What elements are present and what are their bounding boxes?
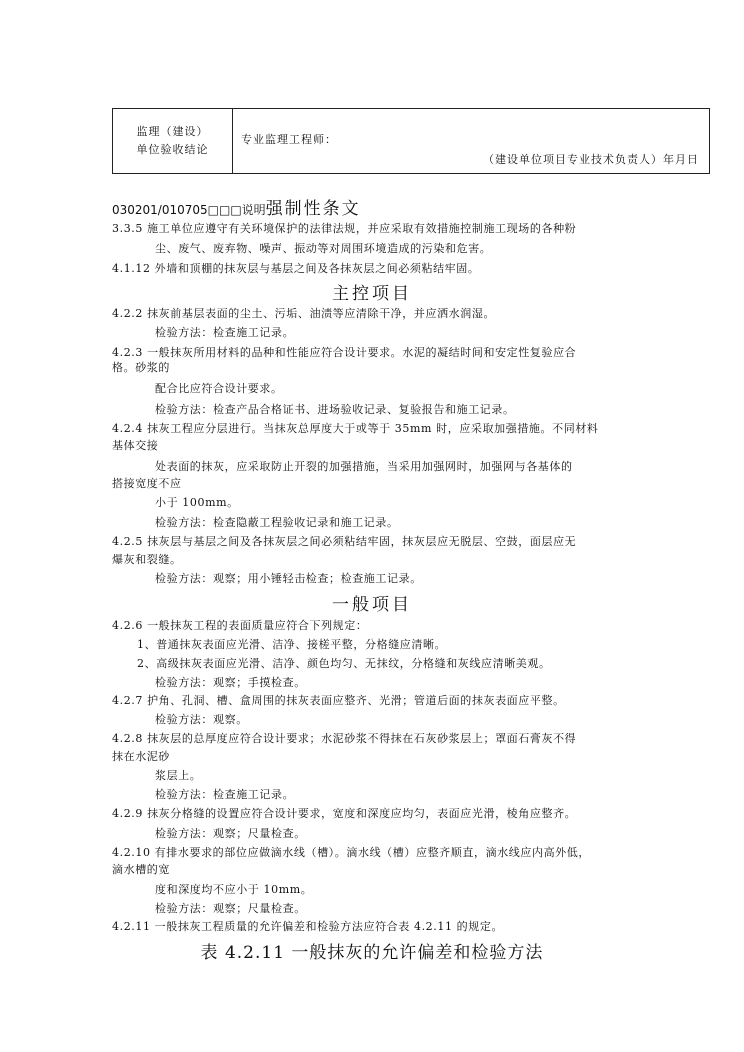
paragraph-line: 格。砂浆的 <box>112 361 170 374</box>
paragraph-line: 4.2.5 抹灰层与基层之间及各抹灰层之间必须粘结牢固，抹灰层应无脱层、空鼓，面层应无 <box>112 535 577 548</box>
paragraph-line: 搭接宽度不应 <box>112 477 182 490</box>
list-item: 2、高级抹灰表面应光滑、洁净、颜色均匀、无抹纹，分格缝和灰线应清晰美观。 <box>137 657 551 670</box>
paragraph-line: 3.3.5 施工单位应遵守有关环境保护的法律法规，并应采取有效措施控制施工现场的各种粉 <box>112 222 577 235</box>
inspection-method: 检验方法：检查隐蔽工程验收记录和施工记录。 <box>155 516 399 529</box>
table-caption: 表 4.2.11 一般抹灰的允许偏差和检验方法 <box>200 943 544 963</box>
inspection-method: 检验方法：观察；尺量检查。 <box>155 827 306 840</box>
paragraph-line: 4.2.7 护角、孔洞、槽、盒周围的抹灰表面应整齐、光滑；管道后面的抹灰表面应平整。 <box>112 694 565 707</box>
paragraph-line: 小于 100mm。 <box>155 496 239 509</box>
paragraph-line: 基体交接 <box>112 439 159 452</box>
paragraph-line: 4.2.8 抹灰层的总厚度应符合设计要求；水泥砂浆不得抹在石灰砂浆层上；罩面石膏灰不得 <box>112 732 577 745</box>
construction-unit-signature: （建设单位项目专业技术负责人）年月日 <box>483 153 699 166</box>
paragraph-line: 4.2.11 一般抹灰工程质量的允许偏差和检验方法应符合表 4.2.11 的规定。 <box>112 920 504 933</box>
inspection-method: 检验方法：观察。 <box>155 713 248 726</box>
paragraph-line: 浆层上。 <box>155 769 202 782</box>
paragraph-line: 爆灰和裂缝。 <box>112 553 182 566</box>
inspection-method: 检验方法：观察；用小锤轻击检查；检查施工记录。 <box>155 572 422 585</box>
inspection-method: 检验方法：检查施工记录。 <box>155 326 295 339</box>
paragraph-line: 4.2.9 抹灰分格缝的设置应符合设计要求，宽度和深度应均匀，表面应光滑，棱角应整齐。 <box>112 807 577 820</box>
mandatory-provisions-title <box>112 194 361 219</box>
paragraph-line: 处表面的抹灰，应采取防止开裂的加强措施，当采用加强网时，加强网与各基体的 <box>155 460 573 473</box>
paragraph-line: 度和深度均不应小于 10mm。 <box>155 883 313 896</box>
paragraph-line: 4.1.12 外墙和顶棚的抹灰层与基层之间及各抹灰层之间必须粘结牢固。 <box>112 262 480 275</box>
acceptance-conclusion-label <box>113 109 233 173</box>
paragraph-line: 4.2.3 一般抹灰所用材料的品种和性能应符合设计要求。水泥的凝结时间和安定性复验应合 <box>112 346 577 359</box>
mandatory-heading: 强制性条文 <box>265 199 361 219</box>
acceptance-signature-table <box>112 108 710 174</box>
list-item: 1、普通抹灰表面应光滑、洁净、接槎平整，分格缝应清晰。 <box>137 638 447 651</box>
inspection-method: 检验方法：观察；尺量检查。 <box>155 902 306 915</box>
label-line-2: 单位验收结论 <box>136 143 209 156</box>
paragraph-line: 4.2.2 抹灰前基层表面的尘土、污垢、油渍等应清除干净，并应洒水润湿。 <box>112 307 496 320</box>
paragraph-line: 滴水槽的宽 <box>112 863 170 876</box>
acceptance-conclusion-cell <box>233 109 709 173</box>
general-items-heading: 一般项目 <box>332 595 412 615</box>
inspection-method: 检验方法：检查施工记录。 <box>155 788 295 801</box>
paragraph-line: 抹在水泥砂 <box>112 750 170 763</box>
supervising-engineer-label: 专业监理工程师： <box>241 133 337 146</box>
main-items-heading: 主控项目 <box>332 284 412 304</box>
inspection-method: 检验方法：观察；手摸检查。 <box>155 676 306 689</box>
section-code: 030201/010705□□□说明 <box>112 203 266 217</box>
paragraph-line: 4.2.6 一般抹灰工程的表面质量应符合下列规定： <box>112 619 368 632</box>
paragraph-line: 4.2.10 有排水要求的部位应做滴水线（槽）。滴水线（槽）应整齐顺直，滴水线应内高外低， <box>112 846 590 859</box>
paragraph-line: 4.2.4 抹灰工程应分层进行。当抹灰总厚度大于或等于 35mm 时，应采取加强措施。不同材料 <box>112 422 599 435</box>
label-line-1: 监理（建设） <box>136 125 209 138</box>
inspection-method: 检验方法：检查产品合格证书、进场验收记录、复验报告和施工记录。 <box>155 403 515 416</box>
paragraph-line: 配合比应符合设计要求。 <box>155 382 283 395</box>
paragraph-line: 尘、废气、废弃物、噪声、振动等对周围环境造成的污染和危害。 <box>155 242 492 255</box>
